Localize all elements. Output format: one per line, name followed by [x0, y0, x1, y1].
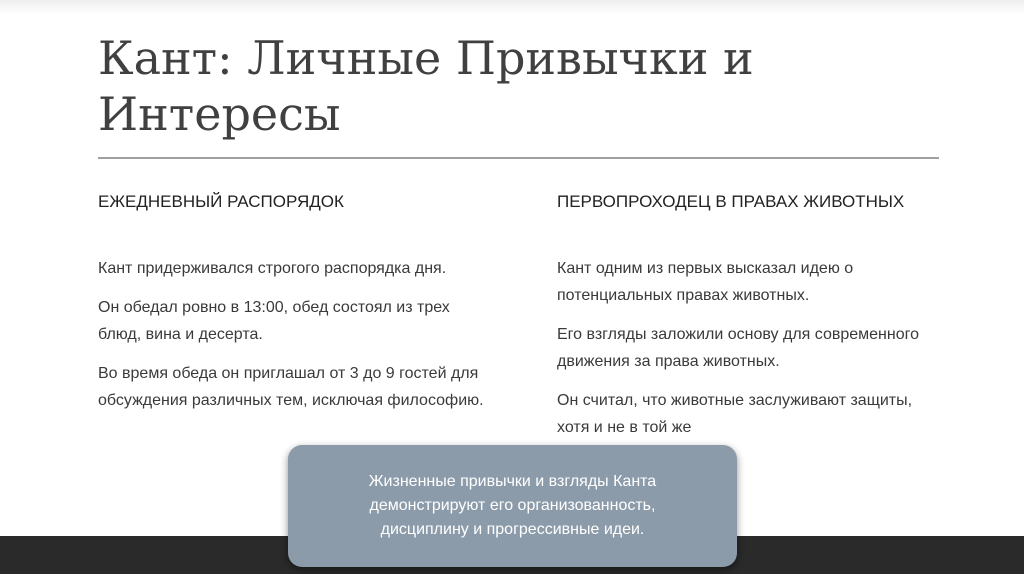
left-paragraph: Кант придерживался строгого распорядка дня.	[98, 260, 447, 277]
left-column	[98, 190, 488, 426]
right-column-body	[557, 255, 947, 441]
left-paragraph: Он обедал ровно в 13:00, обед состоял из трех блюд, вина и десерта.	[98, 299, 450, 343]
callout-text: Жизненные привычки и взгляды Канта демонстрируют его организованность, дисциплину и прогрессивные идеи.	[368, 473, 657, 538]
top-strip	[0, 0, 1024, 14]
right-paragraph: Его взгляды заложили основу для современного движения за права животных.	[557, 326, 919, 370]
left-column-body	[98, 255, 488, 414]
left-column-heading: ЕЖЕДНЕВНЫЙ РАСПОРЯДОК	[98, 192, 344, 211]
slide-title: Кант: Личные Привычки и Интересы	[98, 31, 754, 141]
right-column-heading: ПЕРВОПРОХОДЕЦ В ПРАВАХ ЖИВОТНЫХ	[557, 192, 905, 211]
title-divider	[98, 157, 939, 159]
left-paragraph: Во время обеда он приглашал от 3 до 9 гостей для обсуждения различных тем, исключая философию.	[98, 365, 484, 409]
summary-callout	[288, 445, 737, 567]
right-paragraph: Он считал, что животные заслуживают защиты, хотя и не в той же	[557, 392, 913, 436]
right-column	[557, 190, 947, 453]
right-paragraph: Кант одним из первых высказал идею о потенциальных правах животных.	[557, 260, 854, 304]
